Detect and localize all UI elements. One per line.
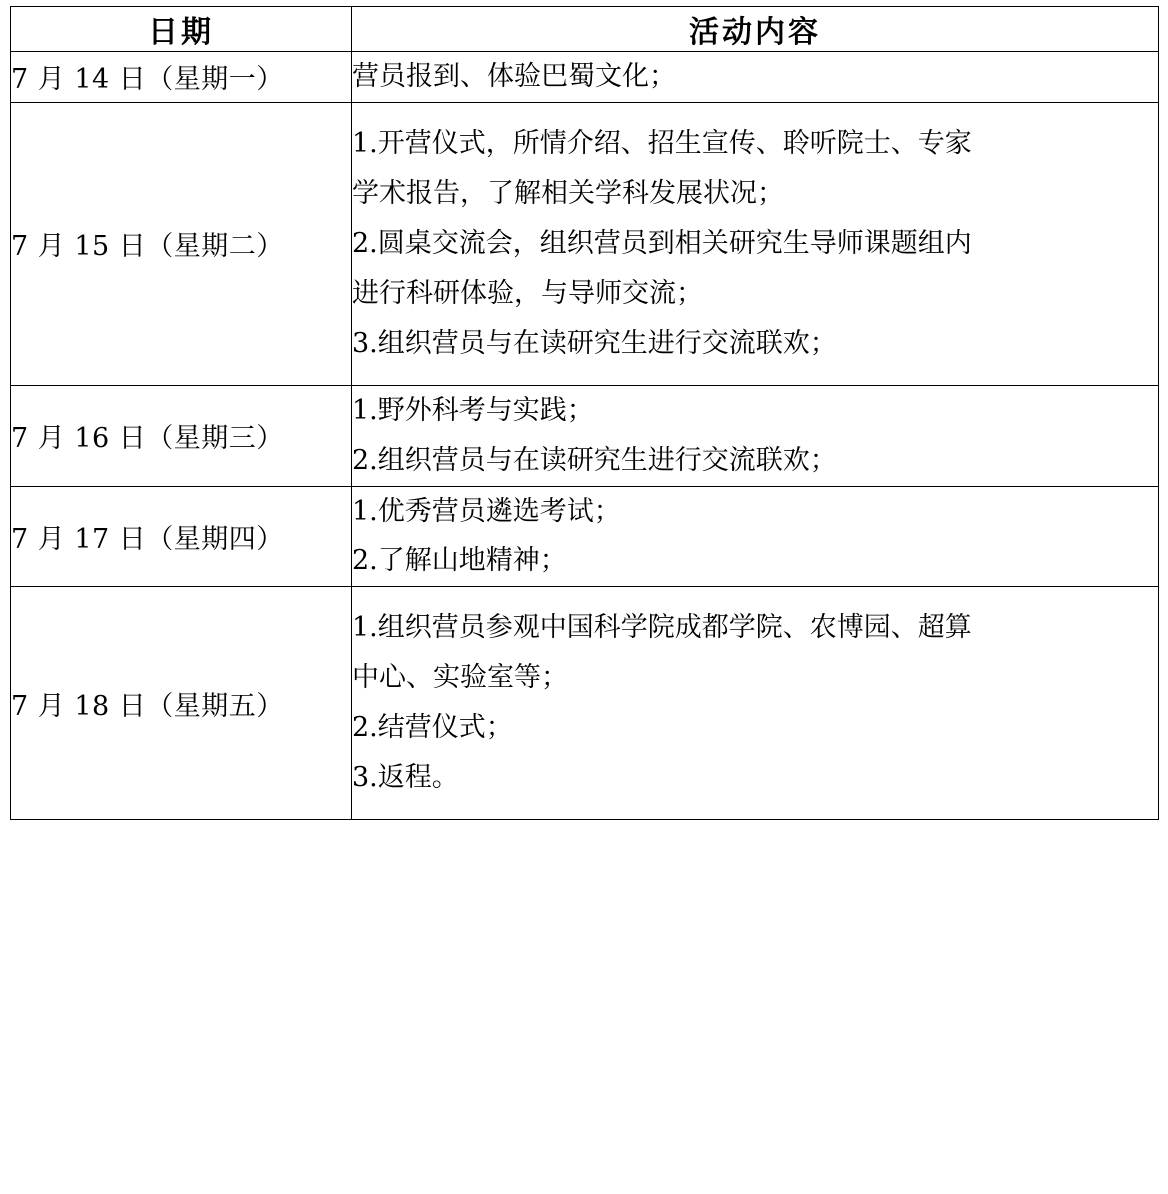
table-header <box>11 7 1159 52</box>
activity-line: 2.了解山地精神； <box>352 545 567 577</box>
cell-activity <box>352 587 1159 820</box>
column-header-date: 日期 <box>11 7 352 52</box>
activity-line: 1.组织营员参观中国科学院成都学院、农博园、超算 <box>352 612 972 644</box>
activity-line: 1.开营仪式，所情介绍、招生宣传、聆听院士、专家 <box>352 127 972 159</box>
cell-activity <box>352 52 1159 103</box>
cell-date: 7 月 14 日（星期一） <box>11 52 352 103</box>
cell-date: 7 月 16 日（星期三） <box>11 385 352 486</box>
table-header-row <box>11 7 1159 52</box>
table-row <box>11 52 1159 103</box>
cell-activity <box>352 385 1159 486</box>
cell-date: 7 月 17 日（星期四） <box>11 486 352 587</box>
cell-activity <box>352 102 1159 385</box>
activity-line: 3.返程。 <box>352 762 459 794</box>
activity-line: 学术报告，了解相关学科发展状况； <box>352 177 784 209</box>
table-row <box>11 587 1159 820</box>
activity-line: 2.组织营员与在读研究生进行交流联欢； <box>352 444 837 476</box>
activity-line: 1.野外科考与实践； <box>352 394 594 426</box>
activity-line: 2.结营仪式； <box>352 712 513 744</box>
table-body <box>11 52 1159 820</box>
activity-line: 1.优秀营员遴选考试； <box>352 495 621 527</box>
column-header-activity: 活动内容 <box>352 7 1159 52</box>
activity-line: 营员报到、体验巴蜀文化； <box>352 61 676 92</box>
table-row <box>11 385 1159 486</box>
cell-date: 7 月 15 日（星期二） <box>11 102 352 385</box>
table-row <box>11 102 1159 385</box>
cell-date: 7 月 18 日（星期五） <box>11 587 352 820</box>
schedule-table <box>10 6 1159 820</box>
activity-line: 进行科研体验，与导师交流； <box>352 277 703 309</box>
cell-activity <box>352 486 1159 587</box>
activity-line: 中心、实验室等； <box>352 662 568 694</box>
activity-line: 2.圆桌交流会，组织营员到相关研究生导师课题组内 <box>352 227 972 259</box>
activity-line: 3.组织营员与在读研究生进行交流联欢； <box>352 327 837 359</box>
table-row <box>11 486 1159 587</box>
